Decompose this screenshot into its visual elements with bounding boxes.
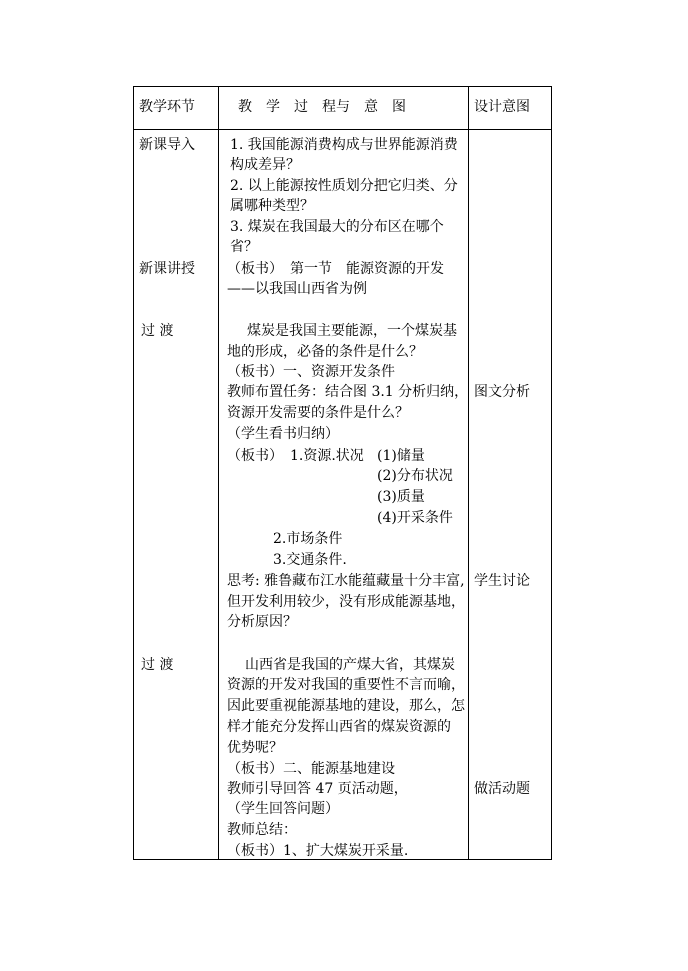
board-title-line-1: （板书） 第一节 能源资源的开发	[227, 261, 444, 277]
question-3-line-2: 省？	[230, 239, 258, 255]
header-stage: 教学环节	[139, 99, 195, 115]
student-read-note: （学生看书归纳）	[227, 426, 339, 442]
stage-transition-2: 过 渡	[141, 657, 174, 673]
market-condition: 2.市场条件	[273, 531, 343, 547]
think-line-2: 但开发利用较少，没有形成能源基地，	[227, 594, 465, 610]
design-intent-2: 学生讨论	[474, 573, 530, 589]
resource-item-4: (4)开采条件	[377, 510, 453, 526]
stage-transition-1: 过 渡	[141, 323, 174, 339]
teacher-summary: 教师总结：	[227, 822, 297, 838]
transition-2-line-3: 因此要重视能源基地的建设，那么，怎	[227, 698, 465, 714]
board-section-1: （板书）一、资源开发条件	[227, 364, 395, 380]
table-right-border	[551, 86, 552, 860]
resource-item-3: (3)质量	[377, 489, 425, 505]
board-section-2: （板书）二、能源基地建设	[227, 761, 395, 777]
table-top-border	[133, 86, 552, 87]
transition-1-line-1: 煤炭是我国主要能源，一个煤炭基	[247, 323, 457, 339]
question-1-line-1: 1. 我国能源消费构成与世界能源消费	[230, 137, 458, 153]
question-2-line-2: 属哪种类型？	[230, 198, 314, 214]
design-intent-1: 图文分析	[474, 384, 530, 400]
think-line-3: 分析原因？	[227, 614, 297, 630]
task-line-1: 教师布置任务：结合图 3.1 分析归纳，	[227, 384, 469, 400]
question-2-line-1: 2. 以上能源按性质划分把它归类、分	[230, 178, 458, 194]
teacher-guide: 教师引导回答 47 页活动题，	[227, 781, 408, 797]
student-answer-note: （学生回答问题）	[227, 801, 339, 817]
column-divider-2	[468, 86, 469, 860]
resource-item-2: (2)分布状况	[377, 468, 453, 484]
resource-item-1: (1)储量	[377, 448, 425, 464]
board-section-3: （板书）1、扩大煤炭开采量.	[227, 843, 409, 859]
transition-2-line-1: 山西省是我国的产煤大省，其煤炭	[245, 657, 455, 673]
question-1-line-2: 构成差异？	[230, 157, 300, 173]
board-resource-status: （板书） 1.资源.状况	[227, 448, 364, 464]
transition-2-line-4: 样才能充分发挥山西省的煤炭资源的	[227, 719, 451, 735]
transport-condition: 3.交通条件.	[273, 552, 347, 568]
transition-2-line-2: 资源的开发对我国的重要性不言而喻，	[227, 677, 465, 693]
stage-intro: 新课导入	[139, 137, 195, 153]
stage-lecture: 新课讲授	[139, 261, 195, 277]
column-divider-1	[218, 86, 219, 860]
design-intent-3: 做活动题	[474, 781, 530, 797]
header-bottom-border	[133, 129, 552, 130]
question-3-line-1: 3. 煤炭在我国最大的分布区在哪个	[230, 219, 444, 235]
board-title-line-2: ——以我国山西省为例	[227, 281, 367, 297]
header-process: 教 学 过 程与 意 图	[238, 99, 406, 115]
header-design: 设计意图	[474, 99, 530, 115]
transition-2-line-5: 优势呢？	[227, 740, 283, 756]
table-left-border	[133, 86, 134, 860]
task-line-2: 资源开发需要的条件是什么？	[227, 405, 409, 421]
transition-1-line-2: 地的形成，必备的条件是什么？	[227, 344, 423, 360]
think-line-1: 思考: 雅鲁藏布江水能蕴藏量十分丰富,	[227, 573, 465, 589]
